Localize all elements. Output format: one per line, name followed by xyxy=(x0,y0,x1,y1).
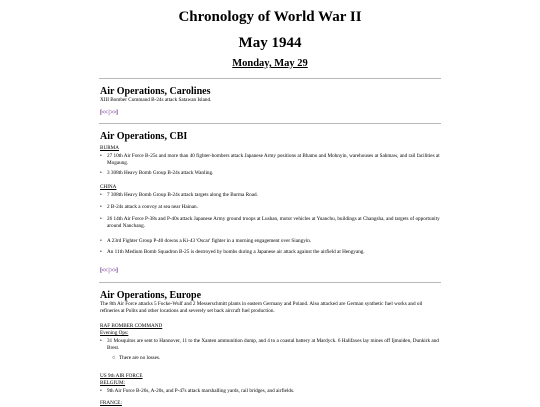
section-heading-cbi: Air Operations, CBI xyxy=(100,131,188,142)
nav-prev-next[interactable]: [<< | >>] xyxy=(100,268,118,274)
section-heading-carolines: Air Operations, Carolines xyxy=(100,86,211,97)
china-label: CHINA xyxy=(100,184,117,190)
belgium-label: BELGIUM: xyxy=(100,380,126,386)
raf-label: RAF BOMBER COMMAND xyxy=(100,323,163,329)
section-heading-europe: Air Operations, Europe xyxy=(100,290,202,301)
burma-label: BURMA xyxy=(100,145,120,151)
us9-label: US 9th AIR FORCE xyxy=(100,373,143,379)
page-title: Chronology of World War II xyxy=(178,9,362,25)
divider xyxy=(99,78,441,79)
nav-prev-next[interactable]: [<< | >>] xyxy=(100,110,118,116)
evening-ops-label: Evening Ops: xyxy=(100,330,129,336)
carolines-text: XIII Bomber Command B-24s attack Satawan Island. xyxy=(100,97,212,103)
france-label: FRANCE: xyxy=(100,400,122,406)
europe-intro: The 8th Air Force attacks 5 Focke-Wulf and 2 Messerschmitt plants in eastern Germany and Poland. Also attacked are German synthetic fuel works and oil refineries at Polits and other locations and severely set back aircraft fuel production. xyxy=(100,301,423,314)
divider xyxy=(99,282,441,283)
page-date: Monday, May 29 xyxy=(232,58,308,69)
divider xyxy=(99,123,441,124)
page-month: May 1944 xyxy=(238,35,302,51)
